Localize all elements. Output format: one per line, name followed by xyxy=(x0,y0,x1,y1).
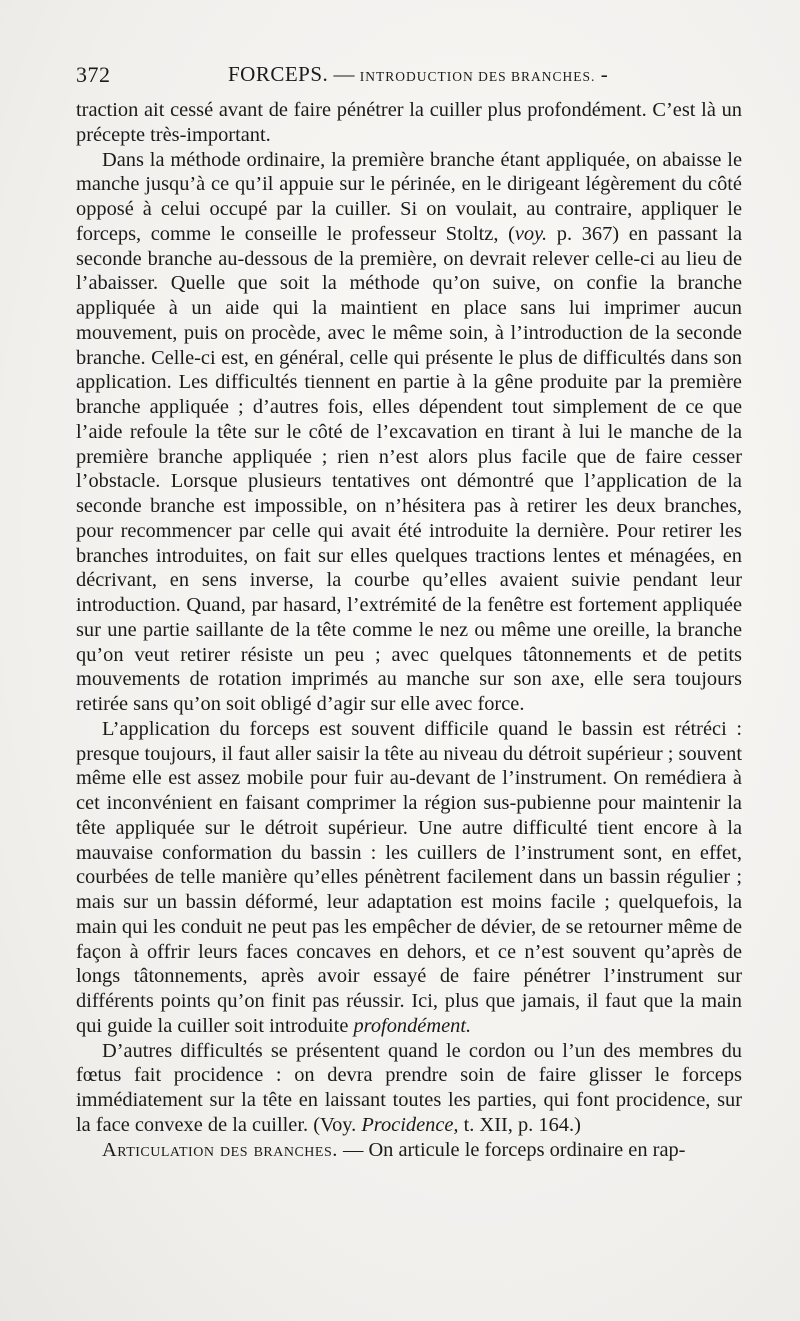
paragraph-text: traction ait cessé avant de faire pénétrer la cuiller plus profondément. C’est là un précepte très-important. xyxy=(76,99,742,146)
running-title-separator: — xyxy=(328,62,360,86)
paragraph xyxy=(76,98,742,148)
running-title-main: FORCEPS. xyxy=(228,62,329,86)
paragraph-text: p. 367) en passant la seconde branche au-dessous de la première, on devrait relever celle-ci au lieu de l’abaisser. Quelle que soit la méthode qu’on suive, on confie la branche appliquée à un aide qui la maintient en place sans lui imprimer aucun mouvement, puis on procède, avec le même soin, à l’introduction de la seconde branche. Celle-ci est, en général, celle qui présente le plus de difficultés dans son application. Les difficultés tiennent en partie à la gêne produite par la première branche appliquée ; d’autres fois, elles dépendent tout simplement de ce que l’aide refoule la tête sur le côté de l’excavation en tirant à lui le manche de la première branche appliquée ; rien n’est alors plus facile que de faire cesser l’obstacle. Lorsque plusieurs tentatives ont démontré que l’application de la seconde branche est impossible, on n’hésitera pas à retirer les deux branches, pour recommencer par celle qui avait été introduite la dernière. Pour retirer les branches introduites, on fait sur elles quelques tractions lentes et ménagées, en décrivant, en sens inverse, la courbe qu’elles avaient suivie pendant leur introduction. Quand, par hasard, l’extrémité de la fenêtre est fortement appliquée sur une partie saillante de la tête comme le nez ou même une oreille, la branche qu’on veut retirer résiste un peu ; avec quelques tâtonnements et de petits mouvements de rotation imprimés au manche sur son axe, elle sera toujours retirée sans qu’on soit obligé d’agir sur elle avec force. xyxy=(76,222,742,715)
paragraph xyxy=(76,148,742,717)
running-title-tail: - xyxy=(595,62,608,86)
italic-ref: Procidence, xyxy=(361,1113,459,1136)
paragraph xyxy=(76,1138,742,1163)
paragraph-text: Dans la méthode ordinaire, la première branche étant appliquée, on abaisse le manche jusqu’à ce qu’il appuie sur le périnée, en le dirigeant légèrement du côté opposé à celui occupé par la cuiller. Si on voulait, au contraire, appliquer le forceps, comme le conseille le professeur Stoltz, ( xyxy=(76,148,742,245)
paragraph xyxy=(76,1039,742,1138)
italic-ref: voy. xyxy=(514,222,548,245)
running-title xyxy=(228,62,608,87)
paragraph xyxy=(76,717,742,1039)
running-title-section: INTRODUCTION DES BRANCHES. xyxy=(359,69,596,84)
paragraph-text: L’application du forceps est souvent difficile quand le bassin est rétréci : presque toujours, il faut aller saisir la tête au niveau du détroit supérieur ; souvent même elle est assez mobile pour fuir au-devant de l’instrument. On remédiera à cet inconvénient en faisant comprimer la région sus-pubienne pour maintenir la tête appliquée sur le détroit supérieur. Une autre difficulté tient encore à la mauvaise conformation du bassin : les cuillers de l’instrument sont, en effet, courbées de telle manière qu’elles pénètrent facilement dans un bassin régulier ; mais sur un bassin déformé, leur adaptation est moins facile ; quelquefois, la main qui les conduit ne peut pas les empêcher de dévier, de se retourner même de façon à offrir leurs faces concaves en dehors, et ce n’est souvent qu’après de longs tâtonnements, après avoir essayé de faire pénétrer l’instrument sur différents points qu’on finit pas réussir. Ici, plus que jamais, il faut que la main qui guide la cuiller soit introduite xyxy=(76,717,742,1037)
section-heading: Articulation des branches. xyxy=(102,1138,338,1161)
paragraph-text: — On articule le forceps ordinaire en rap- xyxy=(337,1138,686,1161)
page-header xyxy=(76,62,742,94)
body-text xyxy=(76,98,742,1162)
italic-emphasis: profondément. xyxy=(353,1014,472,1037)
page-number: 372 xyxy=(76,62,111,87)
paragraph-text: t. XII, p. 164.) xyxy=(458,1113,581,1136)
paragraph-text: D’autres difficultés se présentent quand le cordon ou l’un des membres du fœtus fait procidence : on devra prendre soin de faire glisser le forceps immédiatement sur la tête en laissant toutes les parties, qui font procidence, sur la face convexe de la cuiller. (Voy. xyxy=(76,1039,742,1136)
